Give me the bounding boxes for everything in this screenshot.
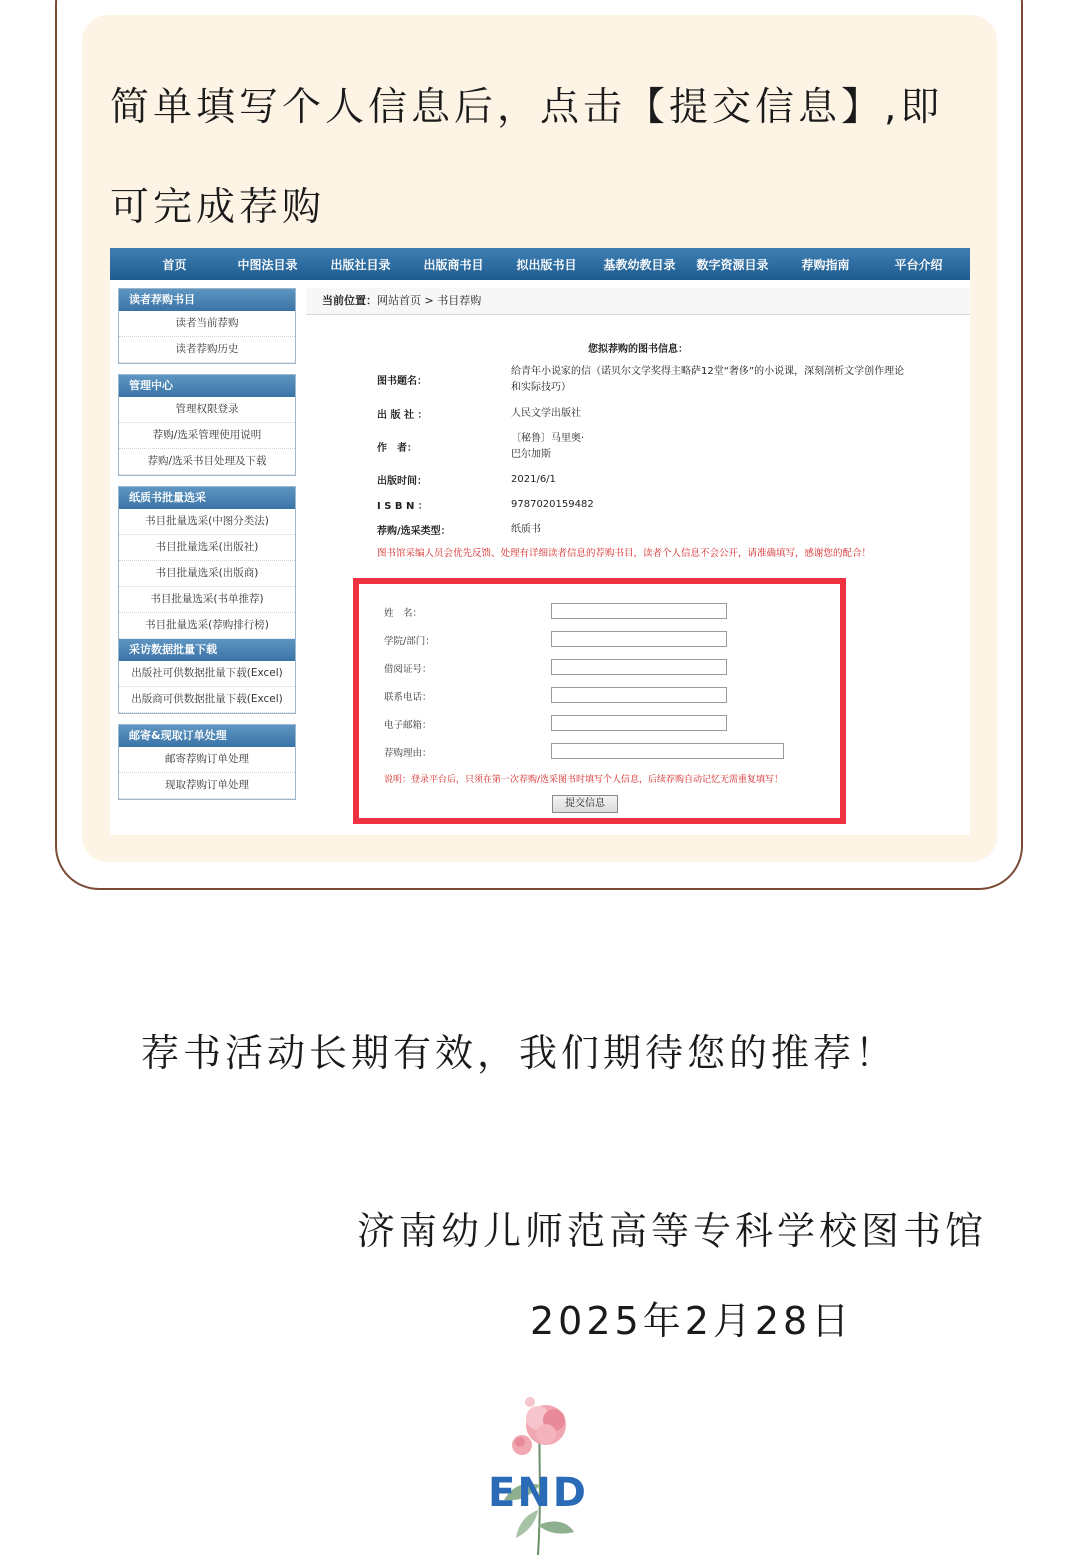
sidebar-section: [118, 724, 296, 800]
field-label: 图书题名：: [377, 376, 427, 387]
nav-item[interactable]: 首页: [162, 257, 187, 272]
main-content: [306, 288, 970, 835]
email-label: 电子邮箱：: [384, 720, 432, 731]
intro-text: [110, 58, 970, 258]
privacy-notice: 图书馆采编人员会优先反馈、处理有详细读者信息的荐购书目，读者个人信息不会公开，请准确填写，感谢您的配合！: [377, 548, 872, 559]
end-label: END: [488, 1470, 589, 1516]
highlight-box: [353, 578, 846, 824]
dept-input[interactable]: [551, 631, 727, 647]
book-info-heading: 您拟荐购的图书信息：: [588, 344, 688, 355]
sidebar-section: [118, 288, 296, 364]
nav-item[interactable]: 基教幼教目录: [603, 257, 676, 272]
intro-line-1: 简单填写个人信息后，点击【提交信息】,即: [110, 85, 944, 130]
card-label: 借阅证号：: [384, 664, 432, 675]
dept-label: 学院/部门：: [384, 636, 435, 647]
field-label: 出版时间：: [377, 476, 427, 487]
sidebar-link[interactable]: 荐购/选采管理使用说明: [119, 423, 295, 449]
sidebar-section: [118, 486, 296, 714]
sidebar-link[interactable]: 出版商可供数据批量下载(Excel): [119, 687, 295, 713]
sidebar-link[interactable]: 出版社可供数据批量下载(Excel): [119, 661, 295, 687]
sidebar-link[interactable]: 邮寄荐购订单处理: [119, 747, 295, 773]
nav-item[interactable]: 中图法目录: [237, 257, 298, 272]
sidebar-link[interactable]: 读者当前荐购: [119, 311, 295, 337]
intro-line-2: 可完成荐购: [110, 185, 326, 230]
type-value: 纸质书: [511, 524, 541, 535]
email-input[interactable]: [551, 715, 727, 731]
sidebar: [118, 288, 296, 810]
field-label: 出 版 社 ：: [377, 410, 428, 421]
field-label: 作 者：: [377, 443, 417, 454]
name-input[interactable]: [551, 603, 727, 619]
sidebar-heading: 纸质书批量选采: [119, 487, 295, 509]
sidebar-heading: 采访数据批量下载: [119, 639, 295, 661]
organization-name: 济南幼儿师范高等专科学校图书馆: [357, 1209, 988, 1253]
website-screenshot: [110, 248, 970, 835]
breadcrumb-label: 当前位置：: [322, 294, 377, 307]
field-label: I S B N ：: [377, 501, 428, 512]
nav-item[interactable]: 平台介绍: [894, 257, 943, 272]
reason-input[interactable]: [551, 743, 784, 759]
sidebar-link[interactable]: 荐购/选采书目处理及下载: [119, 449, 295, 475]
submit-button[interactable]: 提交信息: [552, 795, 618, 813]
author-line-2: 巴尔加斯: [511, 449, 551, 460]
field-label: 荐购/选采类型：: [377, 526, 451, 537]
closing-message: 荐书活动长期有效，我们期待您的推荐！: [141, 1031, 898, 1075]
nav-item[interactable]: 出版社目录: [330, 257, 391, 272]
date-text: 2025年2月28日: [530, 1299, 854, 1343]
top-nav: [110, 248, 970, 280]
reason-label: 荐购理由：: [384, 748, 432, 759]
sidebar-link[interactable]: 书目批量选采(出版社): [119, 535, 295, 561]
pubdate-value: 2021/6/1: [511, 474, 556, 485]
sidebar-link[interactable]: 书目批量选采(荐购排行榜): [119, 613, 295, 639]
phone-input[interactable]: [551, 687, 727, 703]
book-title-value: 给青年小说家的信（诺贝尔文学奖得主略萨12堂“奢侈”的小说课，深刻剖析文学创作理论和实际技巧）: [511, 366, 905, 393]
card-number-input[interactable]: [551, 659, 727, 675]
name-label: 姓 名：: [384, 608, 423, 619]
isbn-value: 9787020159482: [511, 499, 594, 510]
author-value: [511, 431, 911, 463]
sidebar-link[interactable]: 读者荐购历史: [119, 337, 295, 363]
sidebar-heading: 邮寄&现取订单处理: [119, 725, 295, 747]
sidebar-section: [118, 374, 296, 476]
sidebar-heading: 管理中心: [119, 375, 295, 397]
nav-item[interactable]: 数字资源目录: [696, 257, 769, 272]
breadcrumb-path[interactable]: 网站首页 > 书目荐购: [377, 294, 482, 307]
form-note: 说明：登录平台后，只须在第一次荐购/选采图书时填写个人信息，后续荐购自动记忆无需重复填写！: [384, 775, 784, 785]
sidebar-heading: 读者荐购书目: [119, 289, 295, 311]
phone-label: 联系电话：: [384, 692, 432, 703]
nav-item[interactable]: 拟出版书目: [516, 257, 577, 272]
sidebar-link[interactable]: 管理权限登录: [119, 397, 295, 423]
breadcrumb: [306, 288, 970, 315]
publisher-value: 人民文学出版社: [511, 408, 581, 419]
sidebar-link[interactable]: 书目批量选采(中图分类法): [119, 509, 295, 535]
sidebar-link[interactable]: 书目批量选采(出版商): [119, 561, 295, 587]
sidebar-link[interactable]: 现取荐购订单处理: [119, 773, 295, 799]
nav-item[interactable]: 出版商书目: [423, 257, 484, 272]
sidebar-link[interactable]: 书目批量选采(书单推荐): [119, 587, 295, 613]
author-line-1: 〔秘鲁〕马里奥·: [511, 433, 585, 444]
nav-item[interactable]: 荐购指南: [801, 257, 850, 272]
